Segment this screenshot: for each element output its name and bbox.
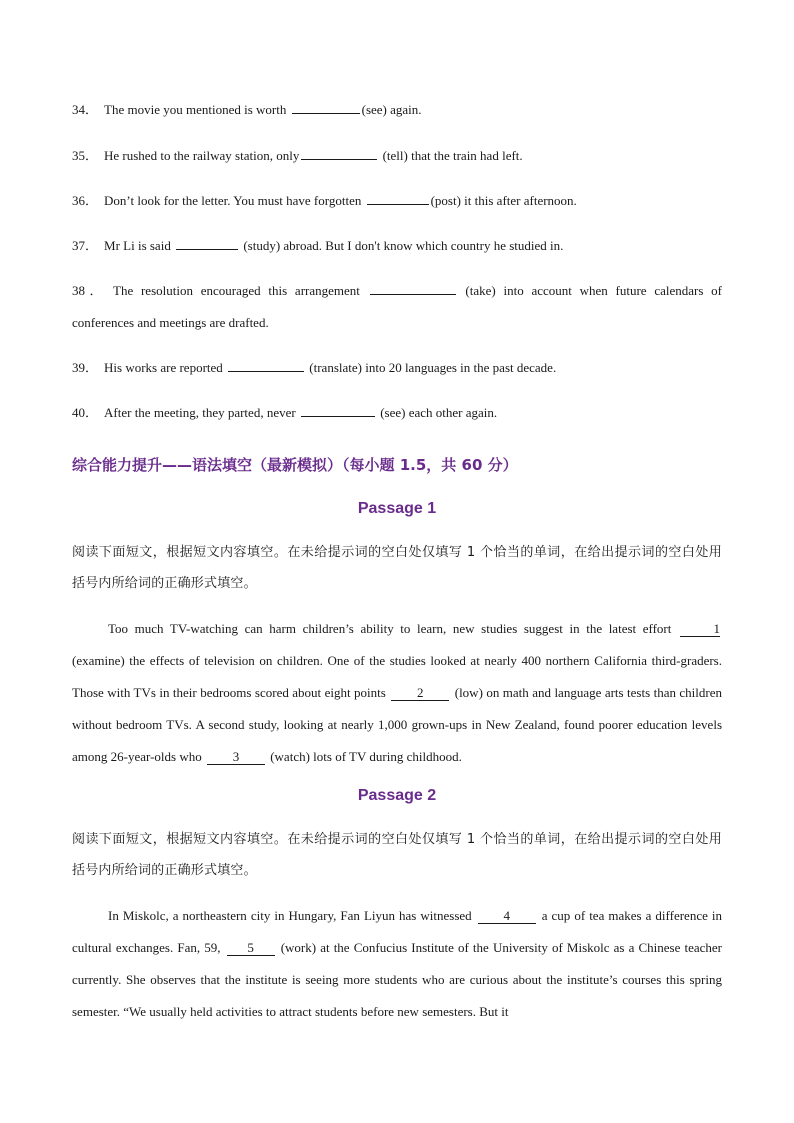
question-number: 40．	[72, 405, 99, 420]
answer-blank[interactable]	[301, 402, 375, 417]
question-number: 39．	[72, 360, 99, 375]
question-37	[72, 230, 722, 262]
question-number: 36．	[72, 193, 99, 208]
passage-text: (examine) the effects of television on children. One of the studies looked at nearly 400 northern California third-graders. Those with TVs in their bedrooms scored about eight points	[72, 653, 722, 700]
question-number: 37．	[72, 238, 99, 253]
question-text-after: (see) again.	[361, 102, 422, 117]
question-text-before: He rushed to the railway station, only	[104, 148, 300, 163]
question-number: 35．	[72, 148, 99, 163]
question-text-before: After the meeting, they parted, never	[104, 405, 299, 420]
answer-blank[interactable]	[301, 145, 377, 160]
answer-blank[interactable]	[292, 99, 360, 114]
question-39	[72, 352, 722, 384]
passage-1-text	[72, 613, 722, 773]
question-text-after: (see) each other again.	[376, 405, 498, 420]
question-text-after: (study) abroad. But I don't know which country he studied in.	[240, 238, 564, 253]
question-text-before: Mr Li is said	[104, 238, 175, 253]
passage-text: a cup of tea makes a difference in cultural exchanges. Fan, 59,	[72, 908, 722, 955]
passage-1-title: Passage 1	[357, 500, 437, 517]
answer-blank[interactable]: 4	[478, 909, 536, 924]
answer-blank[interactable]	[228, 357, 304, 372]
answer-blank[interactable]	[367, 190, 429, 205]
question-38	[72, 275, 722, 339]
passage-text: Too much TV-watching can harm children’s ability to learn, new studies suggest in the latest effort	[108, 621, 678, 636]
answer-blank[interactable]	[176, 235, 238, 250]
question-number: 34．	[72, 102, 99, 117]
passage-text: (watch) lots of TV during childhood.	[266, 749, 462, 764]
question-35	[72, 140, 722, 172]
answer-blank[interactable]: 3	[207, 750, 265, 765]
question-text-before: The movie you mentioned is worth	[104, 102, 290, 117]
passage-text: In Miskolc, a northeastern city in Hungary, Fan Liyun has witnessed	[108, 908, 476, 923]
question-text-after: (take) into account when future calendars of conferences and meetings are drafted.	[72, 283, 722, 330]
question-text-after: (tell) that the train had left.	[379, 148, 523, 163]
passage-text: (low) on math and language arts tests than children without bedroom TVs. A second study, looking at nearly 1,000 grown-ups in New Zealand, found poorer education levels among 26-year-olds who	[72, 685, 723, 764]
section-heading: 综合能力提升——语法填空（最新模拟）（每小题 1.5，共 60 分）	[72, 456, 518, 474]
question-text-after: (translate) into 20 languages in the past decade.	[306, 360, 557, 375]
passage-2-title: Passage 2	[357, 787, 437, 804]
question-text-before: The resolution encouraged this arrangement	[113, 283, 368, 298]
answer-blank[interactable]: 5	[227, 941, 275, 956]
question-40	[72, 397, 722, 429]
question-number: 38．	[72, 283, 108, 298]
passage-2-instructions: 阅读下面短文，根据短文内容填空。在未给提示词的空白处仅填写 1 个恰当的单词，在给出提示词的空白处用括号内所给词的正确形式填空。	[72, 832, 722, 878]
passage-2-text	[72, 900, 722, 1028]
question-36	[72, 185, 722, 217]
passage-1-instructions: 阅读下面短文，根据短文内容填空。在未给提示词的空白处仅填写 1 个恰当的单词，在给出提示词的空白处用括号内所给词的正确形式填空。	[72, 545, 722, 591]
passage-text: (work) at the Confucius Institute of the University of Miskolc as a Chinese teacher currently. She observes that the institute is seeing more students who are curious about the institute’s courses this spring semester. “We usually held activities to attract students before new semesters. But it	[72, 940, 722, 1019]
question-text-before: Don’t look for the letter. You must have forgotten	[104, 193, 365, 208]
answer-blank[interactable]	[370, 280, 456, 295]
question-text-before: His works are reported	[104, 360, 227, 375]
answer-blank[interactable]: 2	[391, 686, 449, 701]
answer-blank[interactable]: 1	[680, 622, 720, 637]
question-text-after: (post) it this after afternoon.	[430, 193, 577, 208]
question-34	[72, 94, 722, 126]
